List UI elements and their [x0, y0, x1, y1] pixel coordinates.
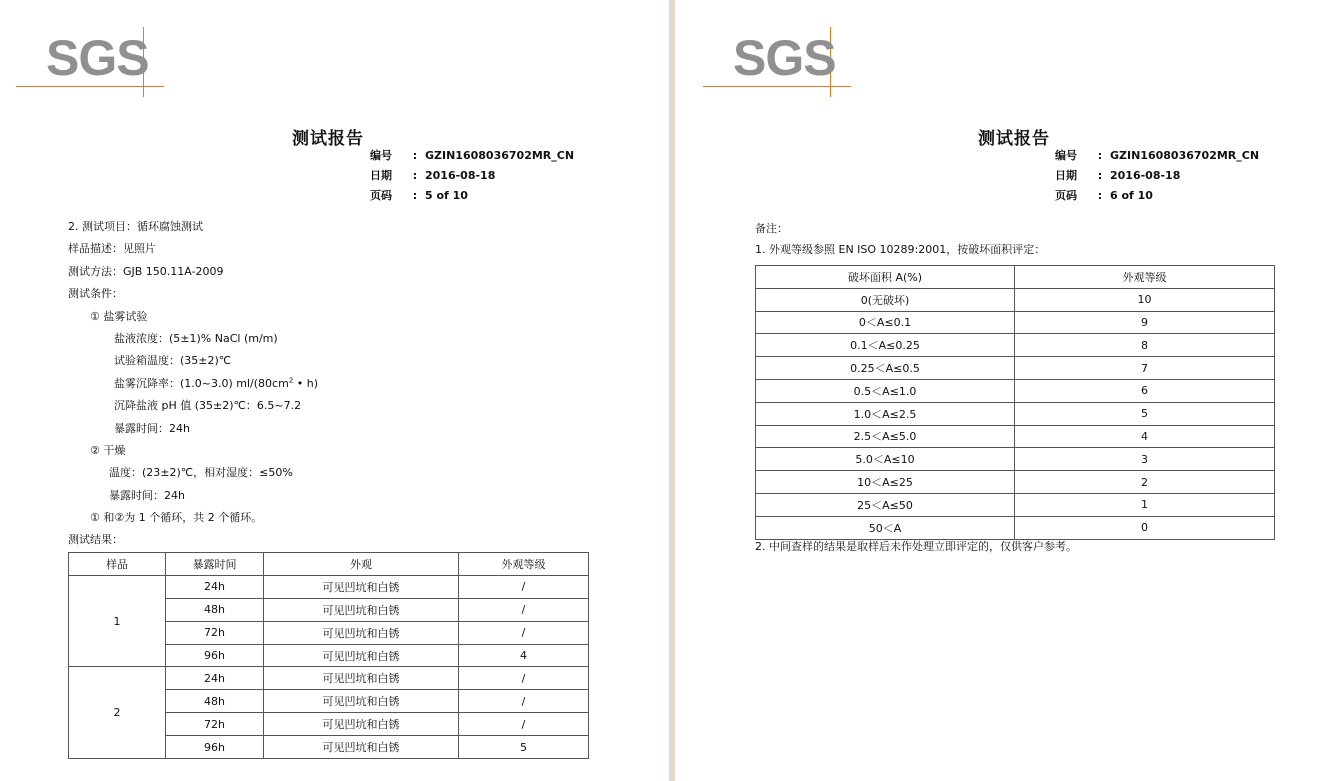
exposure-time: 72h [166, 621, 264, 644]
sgs-logo [703, 27, 853, 99]
logo-text: SGS [733, 30, 836, 86]
header-exposure-time: 暴露时间 [166, 553, 264, 576]
table-row [756, 425, 1275, 448]
table-row [756, 311, 1275, 334]
notes-section [755, 218, 1045, 260]
table-row [756, 379, 1275, 402]
note-1: 1. 外观等级参照 EN ISO 10289:2001，按破坏面积评定： [755, 243, 1046, 256]
grade: / [459, 575, 589, 598]
appearance: 可见凹坑和白锈 [264, 713, 459, 736]
exposure-time: 48h [166, 690, 264, 713]
appearance: 可见凹坑和白锈 [264, 667, 459, 690]
damage-area: 2.5＜A≤5.0 [756, 425, 1015, 448]
grade: 0 [1015, 516, 1275, 539]
grade: 2 [1015, 471, 1275, 494]
meta-row-number: 编号 : GZIN1608036702MR_CN [1055, 149, 1260, 162]
grade: 6 [1015, 379, 1275, 402]
meta-row-date: 日期 : 2016-08-18 [1055, 169, 1181, 182]
damage-area: 50＜A [756, 516, 1015, 539]
result-table [68, 552, 589, 759]
damage-area: 1.0＜A≤2.5 [756, 402, 1015, 425]
grade: 3 [1015, 448, 1275, 471]
exposure-time: 72h [166, 713, 264, 736]
header-damage-area: 破坏面积 A(%) [756, 266, 1015, 289]
table-row [756, 493, 1275, 516]
grade: / [459, 621, 589, 644]
table-row [69, 575, 589, 598]
table-header-row [756, 266, 1275, 289]
table-row [756, 334, 1275, 357]
test-conditions-label: 测试条件： [68, 287, 123, 301]
damage-area: 0.5＜A≤1.0 [756, 379, 1015, 402]
page-title: 测试报告 [978, 129, 1050, 149]
drying-conditions: 温度：(23±2)℃，相对湿度：≤50% [109, 466, 293, 480]
damage-area: 5.0＜A≤10 [756, 448, 1015, 471]
logo-text: SGS [46, 30, 149, 86]
appearance: 可见凹坑和白锈 [264, 598, 459, 621]
page-title: 测试报告 [292, 129, 364, 149]
grade-table [755, 265, 1275, 540]
damage-area: 10＜A≤25 [756, 471, 1015, 494]
header-appearance: 外观 [264, 553, 459, 576]
sample-id: 1 [69, 575, 166, 667]
sample-id: 2 [69, 667, 166, 759]
header-grade: 外观等级 [1015, 266, 1275, 289]
grade: 5 [1015, 402, 1275, 425]
grade: 7 [1015, 357, 1275, 380]
table-row [756, 402, 1275, 425]
table-header-row [69, 553, 589, 576]
damage-area: 25＜A≤50 [756, 493, 1015, 516]
meta-row-page: 页码 : 6 of 10 [1055, 189, 1153, 202]
damage-area: 0.25＜A≤0.5 [756, 357, 1015, 380]
cycle-description: ① 和②为 1 个循环，共 2 个循环。 [90, 511, 263, 525]
meta-row-page: 页码 : 5 of 10 [370, 189, 468, 202]
appearance: 可见凹坑和白锈 [264, 736, 459, 759]
grade: / [459, 690, 589, 713]
exposure-time: 24h [166, 667, 264, 690]
test-result-label: 测试结果： [68, 533, 123, 547]
header-grade: 外观等级 [459, 553, 589, 576]
test-item: 2. 测试项目：循环腐蚀测试 [68, 220, 203, 233]
appearance: 可见凹坑和白锈 [264, 690, 459, 713]
salt-concentration: 盐液浓度：(5±1)% NaCl (m/m) [114, 331, 278, 345]
step-salt-spray: ① 盐雾试验 [90, 309, 148, 323]
grade: 9 [1015, 311, 1275, 334]
header-sample: 样品 [69, 553, 166, 576]
grade: / [459, 667, 589, 690]
notes-footer [755, 536, 1077, 557]
exposure-time: 96h [166, 644, 264, 667]
report-meta [1055, 146, 1259, 206]
exposure-time: 48h [166, 598, 264, 621]
logo-horizontal-line [16, 86, 164, 87]
exposure-time: 24h [166, 575, 264, 598]
damage-area: 0.1＜A≤0.25 [756, 334, 1015, 357]
grade: 4 [459, 644, 589, 667]
appearance: 可见凹坑和白锈 [264, 621, 459, 644]
grade: 4 [1015, 425, 1275, 448]
meta-row-date: 日期 : 2016-08-18 [370, 169, 496, 182]
grade: 1 [1015, 493, 1275, 516]
report-page-6 [675, 0, 1327, 781]
sample-description: 样品描述：见照片 [68, 242, 156, 256]
table-row [756, 448, 1275, 471]
note-2: 2. 中间查样的结果是取样后未作处理立即评定的，仅供客户参考。 [755, 540, 1077, 553]
grade: 5 [459, 736, 589, 759]
appearance: 可见凹坑和白锈 [264, 575, 459, 598]
test-method: 测试方法：GJB 150.11A-2009 [68, 264, 224, 278]
exposure-time: 96h [166, 736, 264, 759]
test-description [68, 216, 628, 552]
table-row [69, 667, 589, 690]
logo-horizontal-line [703, 86, 851, 87]
chamber-temperature: 试验箱温度：(35±2)℃ [114, 354, 232, 368]
exposure-time-dry: 暴露时间：24h [109, 488, 185, 502]
step-drying: ② 干燥 [90, 443, 126, 457]
table-row [756, 288, 1275, 311]
grade: / [459, 598, 589, 621]
grade: / [459, 713, 589, 736]
table-row [756, 471, 1275, 494]
notes-label: 备注： [755, 222, 788, 235]
settlement-rate: 盐雾沉降率：(1.0~3.0) $ml/(80cm^2$ • h) [114, 376, 319, 390]
appearance: 可见凹坑和白锈 [264, 644, 459, 667]
table-row [756, 357, 1275, 380]
damage-area: 0(无破坏) [756, 288, 1015, 311]
exposure-time-salt: 暴露时间：24h [114, 421, 190, 435]
meta-row-number: 编号 : GZIN1608036702MR_CN [370, 149, 575, 162]
grade: 8 [1015, 334, 1275, 357]
damage-area: 0＜A≤0.1 [756, 311, 1015, 334]
report-meta [370, 146, 574, 206]
grade: 10 [1015, 288, 1275, 311]
sgs-logo [16, 27, 166, 99]
ph-value: 沉降盐液 pH 值 (35±2)℃：6.5~7.2 [114, 399, 302, 413]
